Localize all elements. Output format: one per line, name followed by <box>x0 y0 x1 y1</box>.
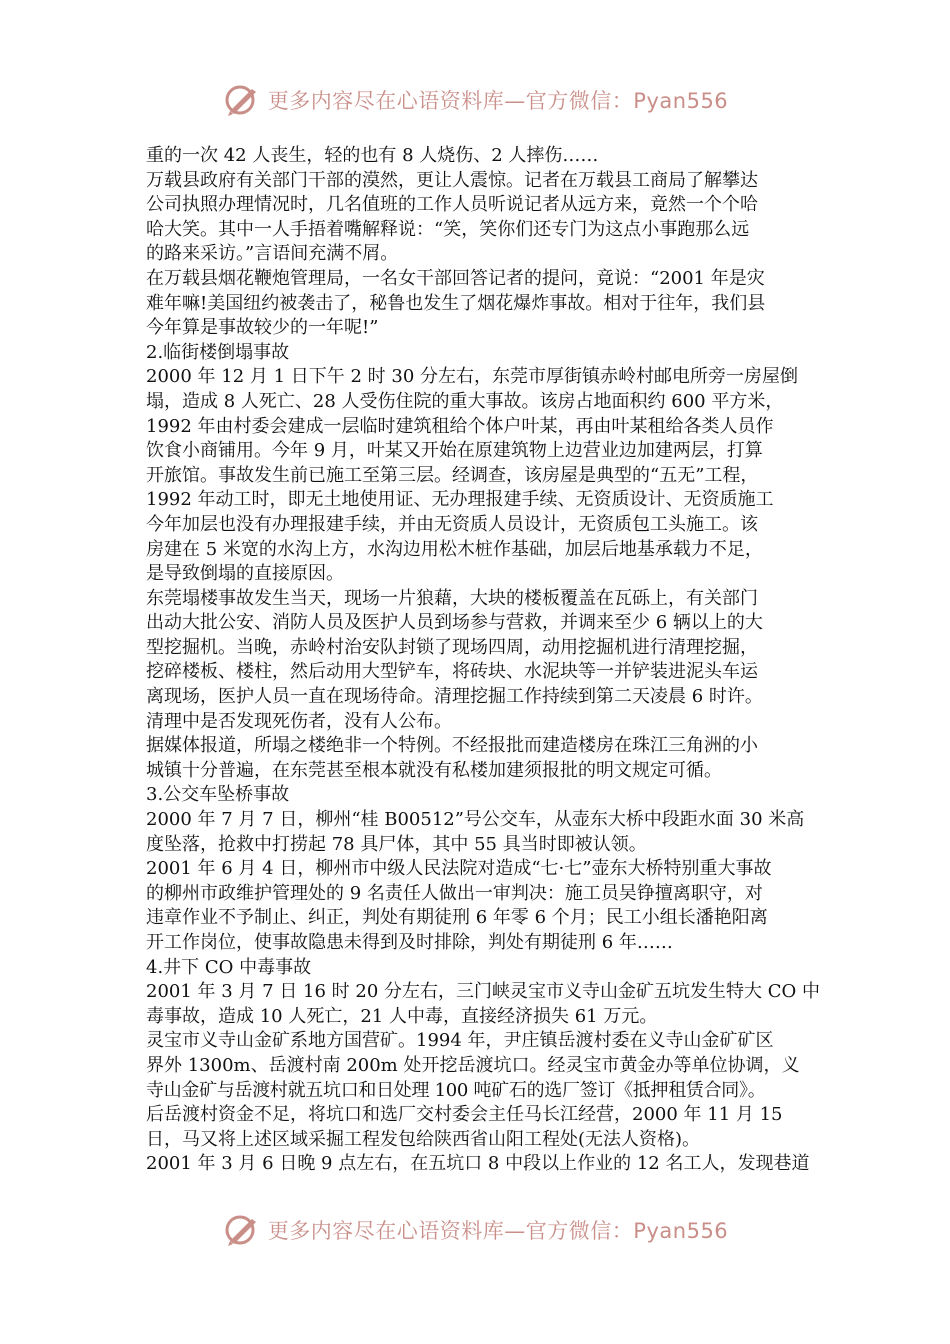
text-line: 清理中是否发现死伤者，没有人公布。 <box>146 710 452 732</box>
text-line: 塌，造成 8 人死亡、28 人受伤住院的重大事故。该房占地面积约 600 平方米， <box>146 390 784 412</box>
text-line: 灵宝市义寺山金矿系地方国营矿。1994 年，尹庄镇岳渡村委在义寺山金矿矿区 <box>146 1030 774 1052</box>
text-line: 1992 年由村委会建成一层临时建筑租给个体户叶某，再由叶某租给各类人员作 <box>146 415 774 437</box>
section-heading: 4.井下 CO 中毒事故 <box>146 956 312 978</box>
text-line: 开工作岗位，使事故隐患未得到及时排除，判处有期徒刑 6 年…… <box>146 932 673 953</box>
text-line: 后岳渡村资金不足，将坑口和选厂交村委会主任马长江经营，2000 年 11 月 15 <box>146 1104 783 1126</box>
header-banner-text: 更多内容尽在心语资料库—官方微信：Pyan556 <box>267 89 729 113</box>
header-banner-inner <box>222 83 728 117</box>
text-line: 2001 年 3 月 7 日 16 时 20 分左右，三门峡灵宝市义寺山金矿五坑发生特大 CO 中 <box>146 981 820 1003</box>
footer-banner-inner <box>222 1213 728 1247</box>
text-line: 饮食小商铺用。今年 9 月，叶某又开始在原建筑物上边营业边加建两层，打算 <box>146 440 763 462</box>
text-line: 东莞塌楼事故发生当天，现场一片狼藉，大块的楼板覆盖在瓦砾上，有关部门 <box>146 587 758 609</box>
text-line: 2000 年 7 月 7 日，柳州“桂 B00512”号公交车，从壶东大桥中段距水面 30 米高 <box>146 809 805 831</box>
text-line: 度坠落，抢救中打捞起 78 具尸体，其中 55 具当时即被认领。 <box>146 833 647 855</box>
text-line: 2000 年 12 月 1 日下午 2 时 30 分左右，东莞市厚街镇赤岭村邮电所旁一房屋倒 <box>146 366 799 388</box>
text-line: 城镇十分普遍，在东莞甚至根本就没有私楼加建须报批的明文规定可循。 <box>146 759 722 781</box>
pen-logo-icon <box>222 1213 262 1247</box>
text-line: 违章作业不予制止、纠正，判处有期徒刑 6 年零 6 个月；民工小组长潘艳阳离 <box>146 907 768 929</box>
text-line: 毒事故，造成 10 人死亡，21 人中毒，直接经济损失 61 万元。 <box>146 1005 658 1027</box>
text-line: 万载县政府有关部门干部的漠然，更让人震惊。记者在万载县工商局了解攀达 <box>146 169 758 191</box>
footer-banner <box>0 1208 950 1252</box>
text-line: 今年算是事故较少的一年呢!” <box>146 317 379 339</box>
text-line: 重的一次 42 人丧生，轻的也有 8 人烧伤、2 人摔伤…… <box>146 145 599 166</box>
text-line: 的柳州市政维护管理处的 9 名责任人做出一审判决：施工员吴铮擅离职守，对 <box>146 882 763 904</box>
section-heading: 3.公交车坠桥事故 <box>146 784 290 806</box>
text-line: 公司执照办理情况时，几名值班的工作人员听说记者从远方来，竟然一个个哈 <box>146 194 758 216</box>
text-line: 在万载县烟花鞭炮管理局，一名女干部回答记者的提问，竟说：“2001 年是灾 <box>146 267 765 289</box>
text-line: 据媒体报道，所塌之楼绝非一个特例。不经报批而建造楼房在珠江三角洲的小 <box>146 735 758 757</box>
text-line: 2001 年 3 月 6 日晚 9 点左右，在五坑口 8 中段以上作业的 12 名工人，发现巷道 <box>146 1153 810 1175</box>
text-line: 2001 年 6 月 4 日，柳州市中级人民法院对造成“七·七”壶东大桥特别重大事故 <box>146 858 772 880</box>
footer-banner-text: 更多内容尽在心语资料库—官方微信：Pyan556 <box>267 1219 729 1243</box>
text-line: 离现场，医护人员一直在现场待命。清理挖掘工作持续到第二天凌晨 6 时许。 <box>146 686 763 708</box>
text-line: 哈大笑。其中一人手捂着嘴解释说：“笑，笑你们还专门为这点小事跑那么远 <box>146 218 750 240</box>
text-line: 出动大批公安、消防人员及医护人员到场参与营救，并调来至少 6 辆以上的大 <box>146 612 763 634</box>
text-line: 是导致倒塌的直接原因。 <box>146 563 344 585</box>
pen-logo-icon <box>222 83 262 117</box>
header-banner <box>0 78 950 122</box>
text-line: 的路来采访。”言语间充满不屑。 <box>146 243 399 265</box>
text-line: 型挖掘机。当晚，赤岭村治安队封锁了现场四周，动用挖掘机进行清理挖掘， <box>146 636 758 658</box>
section-heading: 2.临街楼倒塌事故 <box>146 341 290 363</box>
text-line: 开旅馆。事故发生前已施工至第三层。经调查，该房屋是典型的“五无”工程， <box>146 464 759 486</box>
text-line: 今年加层也没有办理报建手续，并由无资质人员设计，无资质包工头施工。该 <box>146 513 758 535</box>
text-line: 日，马又将上述区域采掘工程发包给陕西省山阳工程处(无法人资格)。 <box>146 1128 701 1150</box>
text-line: 1992 年动工时，即无土地使用证、无办理报建手续、无资质设计、无资质施工 <box>146 489 774 511</box>
text-line: 挖碎楼板、楼柱，然后动用大型铲车，将砖块、水泥块等一并铲装进泥头车运 <box>146 661 758 683</box>
text-line: 房建在 5 米宽的水沟上方，水沟边用松木桩作基础，加层后地基承载力不足， <box>146 538 763 560</box>
text-line: 界外 1300m、岳渡村南 200m 处开挖岳渡坑口。经灵宝市黄金办等单位协调，义 <box>146 1054 800 1076</box>
document-body <box>146 144 820 1177</box>
text-line: 难年嘛!美国纽约被袭击了，秘鲁也发生了烟花爆炸事故。相对于往年，我们县 <box>146 292 766 314</box>
text-line: 寺山金矿与岳渡村就五坑口和日处理 100 吨矿石的选厂签订《抵押租赁合同》。 <box>146 1079 766 1101</box>
